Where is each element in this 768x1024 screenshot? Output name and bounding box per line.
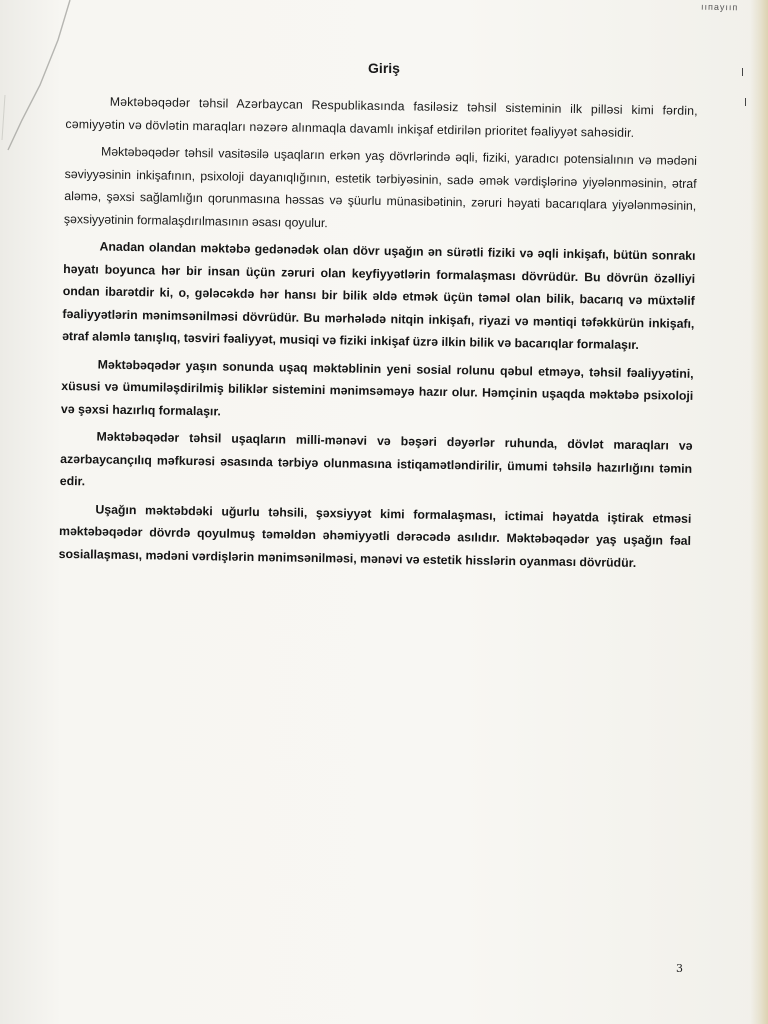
paragraph: Məktəbəqədər təhsil vasitəsilə uşaqların erkən yaş dövrlərində əqli, fiziki, yaradıcı potensialının və mədəni səviyyəsinin inkişafının, psixoloji dayanıqlığının, estetik tərbiyəsinin, sadə əmək vərdişlərinə yiyələnməsinin, ətraf aləmə, şəxsi sağlamlığın qorunmasına həssas və şüurlu münasibətinin, zəruri həyati bacarıqlara yiyələnməsinin, şəxsiyyətinin formalaşdırılmasının əsası qoyulur. (63, 144, 698, 230)
page-edge-shadow (750, 0, 768, 1024)
page-number: 3 (676, 962, 683, 975)
paragraph: Məktəbəqədər təhsil Azərbaycan Respublikasında fasiləsiz təhsil sisteminin ilk pilləsi kimi fərdin, cəmiyyətin və dövlətin maraqları nəzərə alınmaqla davamlı inkişaf etdirilən prioritet fəaliyyət sahəsidir. (65, 94, 698, 140)
paragraph: Anadan olandan məktəbə gedənədək olan dövr uşağın ən sürətli fiziki və əqli inkişafı, bütün sonrakı həyatı boyunca hər bir insan üçün zəruri olan keyfiyyətlərin formalaşması dövrüdür. Bu dövrün özəlliyi ondan ibarətdir ki, o, gələcəkdə hər hansı bir bilik əldə etmək üçün təməl olan bilik, bacarıq və müxtəlif fəaliyyətlərin mənimsənilməsi dövrüdür. Bu mərhələdə nitqin inkişafı, riyazi və məntiqi təfəkkürün inkişafı, ətraf aləmlə tanışlıq, təsviri fəaliyyət, musiqi və fiziki inkişaf üzrə ilkin bilik və bacarıqlar formalaşır. (62, 239, 696, 353)
paragraph: Məktəbəqədər təhsil uşaqların milli-mənəvi və bəşəri dəyərlər ruhunda, dövlət maraqları və azərbaycançılıq məfkurəsi əsasında tərbiyə olunmasına istiqamətləndirilir, ümumi təhsilə hazırlığını təmin edir. (59, 429, 693, 489)
document-body (58, 90, 697, 580)
margin-tick (745, 98, 746, 106)
paragraph: Məktəbəqədər yaşın sonunda uşaq məktəblinin yeni sosial rolunu qəbul etməyə, təhsil fəaliyyətini, xüsusi və ümumiləşdirilmiş biliklər sistemini mənimsəməyə hazır olur. Həmçinin uşaqda məktəbə psixoloji və şəxsi hazırlıq formalaşır. (60, 357, 694, 418)
paragraph: Uşağın məktəbdəki uğurlu təhsili, şəxsiyyət kimi formalaşması, ictimai həyatda iştirak etməsi məktəbəqədər dövrdə qoyulmuş təməldən əhəmiyyətli dərəcədə asılıdır. Məktəbəqədər yaş uşağın fəal sosiallaşması, mədəni vərdişlərin mənimsənilməsi, mənəvi və estetik hisslərin oyanması dövrüdür. (58, 502, 692, 570)
corner-header-text: ııпаyııп (700, 1, 739, 13)
document-title: Giriş (368, 60, 400, 76)
